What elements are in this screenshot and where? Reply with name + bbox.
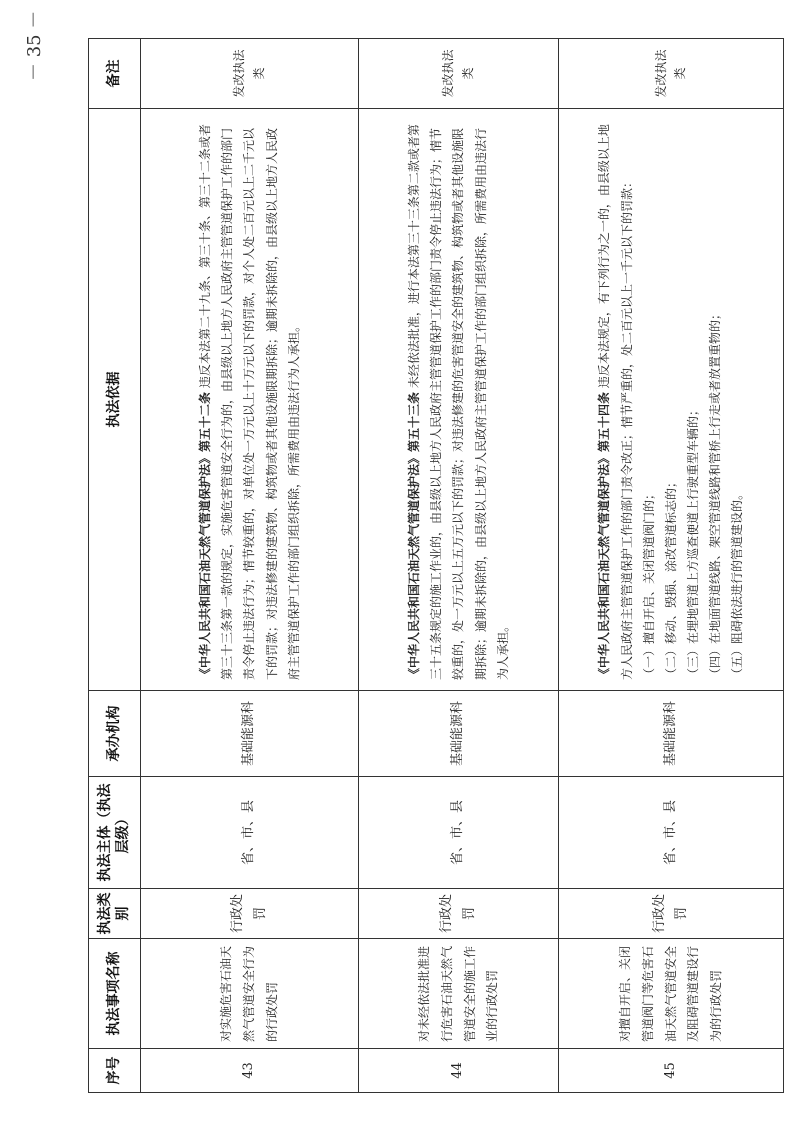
basis-law: 《中华人民共和国石油天然气管道保护法》第五十三条 [407,391,422,680]
row-category: 行政处罚 [141,889,359,939]
page-number: － 35 － [24,10,45,81]
row-agency: 基础能源科 [559,691,784,777]
header-note: 备注 [89,39,141,109]
row-note: 发改执法类 [141,39,359,109]
table-row [359,39,559,1093]
basis-list-item: （二）移动、毁损、涂改管道标志的； [663,475,678,680]
row-basis [559,109,784,691]
row-subject: 省、市、县 [359,777,559,889]
row-subject: 省、市、县 [141,777,359,889]
table-row [559,39,784,1093]
row-agency: 基础能源科 [359,691,559,777]
header-subject: 执法主体（执法层级） [89,777,141,889]
basis-list-item: （三）在埋地管道上方巡查便道上行驶重型车辆的； [686,403,701,680]
row-seq: 44 [359,1049,559,1093]
basis-list-item: （五）阻碍依法进行的管道建设的。 [730,487,745,680]
header-row [89,39,141,1093]
row-basis [141,109,359,691]
basis-law: 《中华人民共和国石油天然气管道保护法》第五十二条 [198,391,213,680]
row-seq: 43 [141,1049,359,1093]
row-subject: 省、市、县 [559,777,784,889]
header-agency: 承办机构 [89,691,141,777]
basis-list-item: （一）擅自开启、关闭管道阀门的； [641,487,656,680]
row-category: 行政处罚 [359,889,559,939]
row-basis [359,109,559,691]
row-agency: 基础能源科 [141,691,359,777]
row-note: 发改执法类 [559,39,784,109]
row-item: 对实施危害石油天然气管道安全行为的行政处罚 [141,939,359,1049]
header-category: 执法类别 [89,889,141,939]
basis-text: 违反本法第二十九条、第三十条、第三十二条或者第三十三条第一款的规定，实施危害管道安全行为的，由县级以上地方人民政府主管管道保护工作的部门责令停止违法行为；情节较重的，对单位处一万元以上十万元以下的罚款，对个人处二百元以上二千元以下的罚款；对违法修建的建筑物、构筑物或者其他设施限期拆除；逾期未拆除的，由县级以上地方人民政府主管管道保护工作的部门组织拆除，所需费用由违法行为人承担。 [198,124,301,680]
basis-law: 《中华人民共和国石油天然气管道保护法》第五十四条 [597,391,612,680]
row-item: 对未经依法批准进行危害石油天然气管道安全的施工作业的行政处罚 [359,939,559,1049]
header-seq: 序号 [89,1049,141,1093]
row-note: 发改执法类 [359,39,559,109]
row-item: 对擅自开启、关闭管道阀门等危害石油天然气管道安全及阻碍管道建设行为的行政处罚 [559,939,784,1049]
table-row [141,39,359,1093]
row-category: 行政处罚 [559,889,784,939]
header-item: 执法事项名称 [89,939,141,1049]
header-basis: 执法依据 [89,109,141,691]
basis-text: 未经依法批准，进行本法第三十三条第二款或者第三十五条规定的施工作业的，由县级以上地方人民政府主管管道保护工作的部门责令停止违法行为；情节较重的，处一万元以上五万元以下的罚款；对违法修建的危害管道安全的建筑物、构筑物或者其他设施限期拆除；逾期未拆除的，由县级以上地方人民政府主管管道保护工作的部门组织拆除，所需费用由违法行为人承担。 [407,124,510,680]
enforcement-table [88,38,784,1093]
basis-list-item: （四）在地面管道线路、架空管道线路和管桥上行走或者放置重物的； [708,307,723,680]
row-seq: 45 [559,1049,784,1093]
basis-text: 违反本法规定，有下列行为之一的，由县级以上地方人民政府主管管道保护工作的部门责令改正；情节严重的，处二百元以上一千元以下的罚款： [597,124,634,680]
